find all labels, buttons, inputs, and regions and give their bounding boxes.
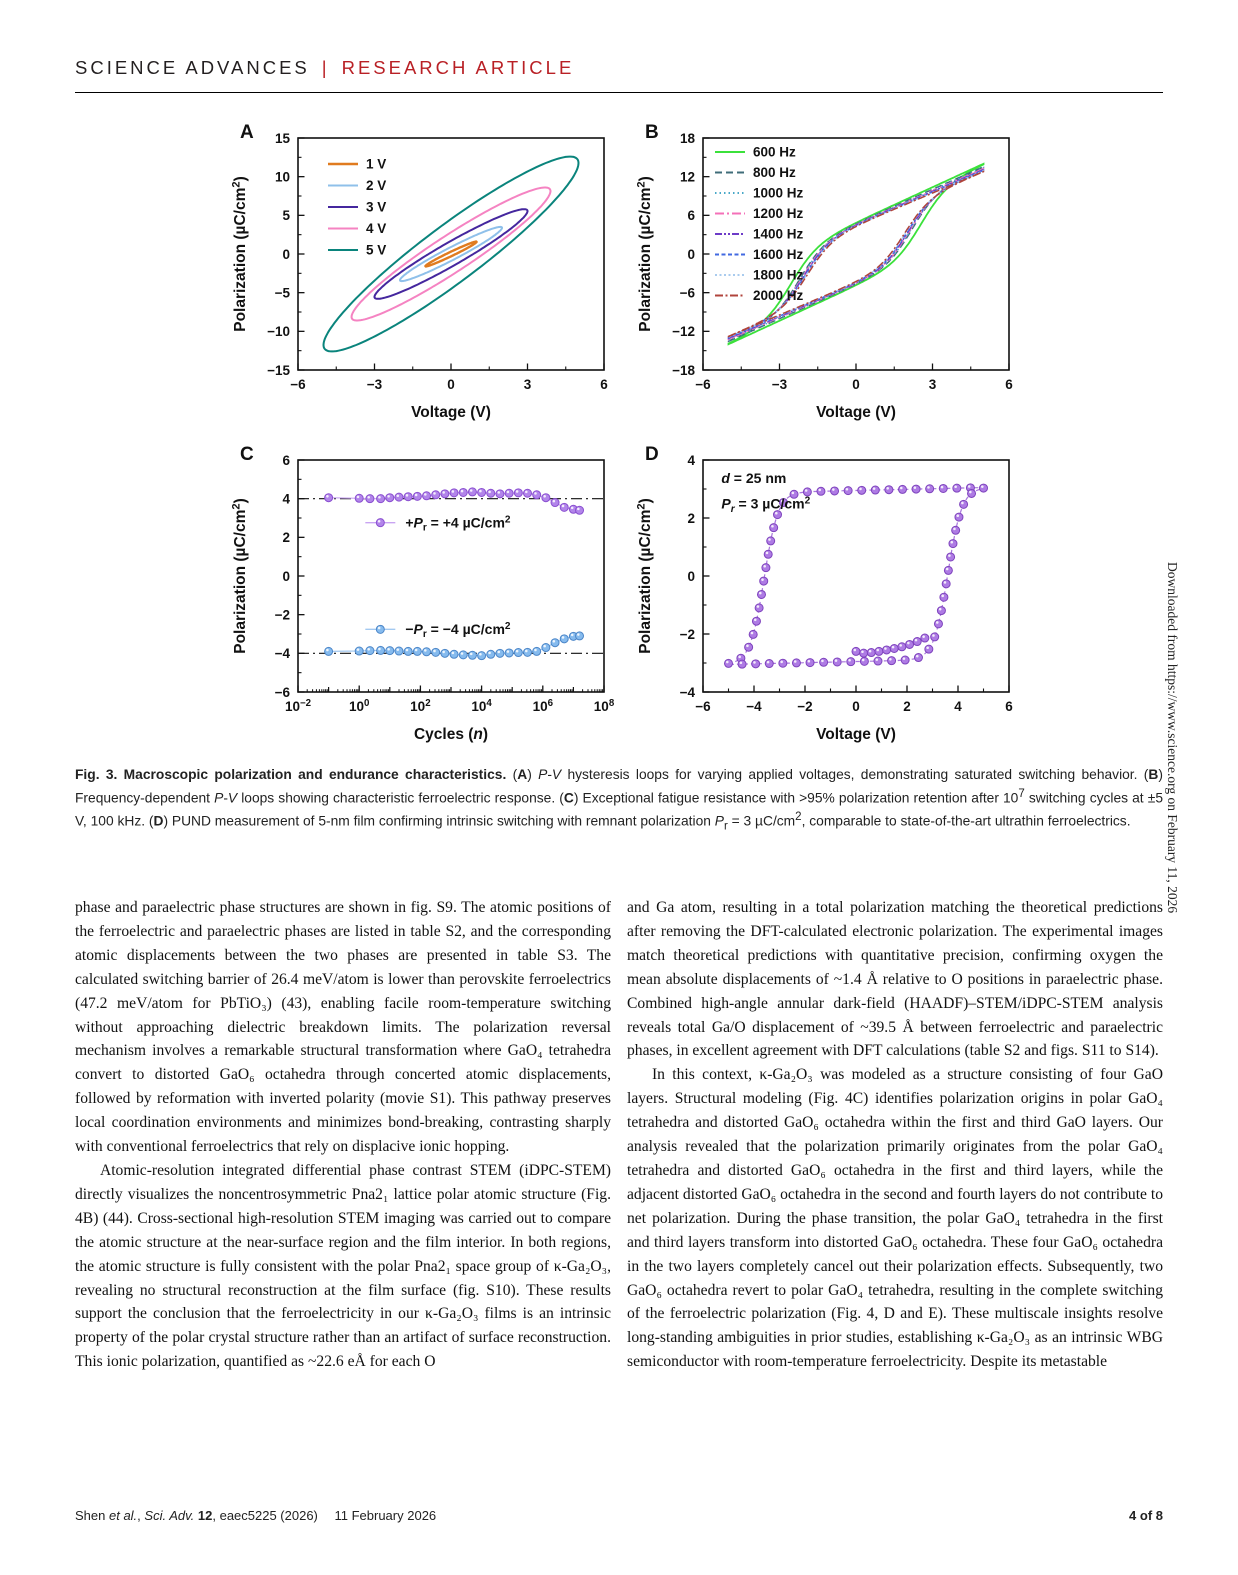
svg-text:0: 0 (852, 699, 860, 714)
svg-text:Pr = 3 µC/cm2: $P_r = 3$ $\mu C/cm^2$ (721, 495, 811, 515)
page-footer (75, 1508, 1163, 1523)
svg-text:−6: −6 (695, 699, 711, 714)
svg-text:5: 5 (282, 208, 290, 224)
svg-text:6: 6 (282, 452, 290, 468)
download-watermark: Downloaded from https://www.science.org on February 11, 2026 (1165, 562, 1180, 914)
svg-text:2000 Hz: 2000 Hz (753, 288, 804, 304)
svg-text:3: 3 (523, 377, 532, 392)
citation-line: Shen et al., Sci. Adv. 12, eaec5225 (2026) 11 February 2026 (75, 1508, 437, 1523)
svg-text:+Pr = +4 µC/cm2: $+P_r = +4$ $\mu C/cm^2$ (405, 514, 511, 534)
svg-text:Polarization (µC/cm2): Polarization $(\mu C/cm^2)$ (230, 498, 249, 654)
svg-text:18: 18 (679, 130, 695, 146)
svg-text:−2: −2 (274, 607, 290, 623)
panel-label-c: C (240, 444, 254, 465)
svg-text:2: 2 (903, 699, 911, 714)
svg-text:0: 0 (687, 568, 695, 584)
svg-text:Polarization (µC/cm2): Polarization $(\mu C/cm^2)$ (635, 176, 654, 332)
svg-text:4 V: 4 V (366, 221, 387, 237)
svg-text:1200 Hz: 1200 Hz (753, 206, 804, 222)
svg-text:−2: −2 (797, 699, 813, 714)
svg-text:−3: −3 (771, 377, 788, 392)
svg-text:1 V: 1 V (366, 156, 387, 172)
body-column-right (627, 896, 1163, 1374)
chart-panel-b (633, 122, 1025, 440)
svg-text:4: 4 (687, 452, 695, 468)
svg-text:Voltage (V): Voltage (V) (816, 404, 896, 421)
article-type-label: RESEARCH ARTICLE (341, 57, 575, 78)
svg-text:2 V: 2 V (366, 178, 387, 194)
svg-text:0: 0 (447, 377, 455, 392)
figure-caption: Fig. 3. Macroscopic polarization and endurance characteristics. (A) P-V hysteresis loops for varying applied voltages, demonstrating saturated switching behavior. (B) Frequency-dependent P-V loops showing characteristic ferroelectric response. (C) Exceptional fatigue resistance with >95% polarization retention after $10^7$ switching cycles at ±5 V, 100 kHz. (D) PUND measurement of 5-nm film confirming intrinsic switching with remnant polarization $P_r = 3$ $\mu C/cm^2$, comparable to state-of-the-art ultrathin ferroelectrics. (75, 767, 1163, 833)
svg-text:Voltage (V): Voltage (V) (411, 404, 491, 421)
svg-text:Voltage (V): Voltage (V) (816, 726, 896, 743)
svg-text:−3: −3 (366, 377, 383, 392)
svg-text:−4: −4 (274, 646, 290, 662)
svg-text:6: 6 (1005, 377, 1013, 392)
svg-text:−12: −12 (672, 324, 695, 340)
svg-text:104: $10^4$ (471, 698, 492, 714)
svg-text:−2: −2 (679, 626, 695, 642)
svg-text:Polarization (µC/cm2): Polarization $(\mu C/cm^2)$ (635, 498, 654, 654)
svg-text:10−2: $10^{-2}$ (284, 698, 312, 714)
journal-name: SCIENCE ADVANCES (75, 57, 310, 78)
svg-text:15: 15 (274, 130, 290, 146)
svg-text:600 Hz: 600 Hz (753, 144, 796, 160)
header-divider: | (321, 57, 330, 78)
svg-text:800 Hz: 800 Hz (753, 165, 796, 181)
svg-text:−15: −15 (267, 362, 290, 378)
svg-text:−6: −6 (290, 377, 306, 392)
svg-text:1000 Hz: 1000 Hz (753, 185, 804, 201)
svg-text:−6: −6 (274, 684, 290, 700)
svg-text:1800 Hz: 1800 Hz (753, 267, 804, 283)
svg-text:1600 Hz: 1600 Hz (753, 247, 804, 263)
svg-text:Polarization (µC/cm2): Polarization $(\mu C/cm^2)$ (230, 176, 249, 332)
svg-text:0: 0 (687, 246, 695, 262)
svg-text:102: $10^2$ (410, 698, 431, 714)
svg-text:3 V: 3 V (366, 199, 387, 215)
svg-text:1400 Hz: 1400 Hz (753, 226, 804, 242)
svg-text:100: $10^0$ (348, 698, 370, 714)
svg-text:10: 10 (274, 169, 290, 185)
journal-header (75, 57, 574, 79)
svg-text:−Pr = −4 µC/cm2: $-P_r = -4$ $\mu C/cm^2$ (405, 621, 511, 641)
svg-text:5 V: 5 V (366, 242, 387, 258)
svg-text:6: 6 (600, 377, 608, 392)
body-paragraph: Atomic-resolution integrated differential phase contrast STEM (iDPC-STEM) directly visualizes the noncentrosymmetric Pna2₁ lattice polar atomic structure (Fig. 4B) (44). Cross-sectional high-resolution STEM imaging was carried out to compare the atomic structure at the near-surface region and the film interior. In both regions, the atomic structure is fully consistent with the polar Pna2₁ space group of κ-Ga₂O₃, revealing no structural reconstruction at the film surface (fig. S10). These results support the conclusion that the ferroelectricity in our κ-Ga₂O₃ films is an intrinsic property of the polar crystal structure rather than an artifact of surface reconstruction. This ionic polarization, quantified as ~22.6 eÅ for each O (75, 1161, 611, 1371)
svg-text:−4: −4 (746, 699, 762, 714)
svg-text:0: 0 (852, 377, 860, 392)
header-rule (75, 92, 1163, 93)
body-paragraph: phase and paraelectric phase structures are shown in fig. S9. The atomic positions of the ferroelectric and paraelectric phases are listed in table S2, and the corresponding atomic displacements between the two phases are presented in table S3. The calculated switching barrier of 26.4 meV/atom is lower than perovskite ferroelectrics (47.2 meV/atom for PbTiO₃) (43), enabling facile room-temperature switching without approaching dielectric breakdown limits. The polarization reversal mechanism involves a remarkable structural transformation where GaO₄ tetrahedra convert to distorted GaO₆ octahedra through concerted atomic displacements, followed by reformation with inverted polarity (movie S1). This pathway preserves local coordination environments and minimizes bond-breaking, contrasting sharply with conventional ferroelectrics that rely on displacive ionic hopping. (75, 899, 611, 1156)
svg-text:6: 6 (1005, 699, 1013, 714)
svg-text:4: 4 (282, 491, 290, 507)
panel-label-a: A (240, 122, 254, 143)
svg-text:6: 6 (687, 208, 695, 224)
svg-text:3: 3 (928, 377, 937, 392)
svg-text:−4: −4 (679, 684, 695, 700)
svg-text:12: 12 (679, 169, 695, 185)
svg-text:4: 4 (954, 699, 962, 714)
svg-text:−6: −6 (695, 377, 711, 392)
svg-text:−6: −6 (679, 285, 695, 301)
chart-panel-a (228, 122, 620, 440)
svg-text:0: 0 (282, 568, 290, 584)
svg-text:2: 2 (687, 510, 695, 526)
chart-panel-c (228, 444, 620, 762)
body-paragraph: In this context, κ-Ga₂O₃ was modeled as a structure consisting of four GaO layers. Structural modeling (Fig. 4C) identifies polarization origins in polar GaO₄ tetrahedra and distorted GaO₆ octahedra within the first and third GaO layers. Our analysis revealed that the polarization primarily originates from the polar GaO₄ tetrahedra and distorted GaO₆ octahedra in the first and third layers, while the adjacent distorted GaO₆ octahedra in the second and fourth layers do not contribute to net polarization. During the phase transition, the polar GaO₄ tetrahedra in the first and third layers transform into distorted GaO₆ octahedra. These four GaO₆ octahedra in the two layers completely cancel out their polarization effects. Subsequently, two GaO₆ octahedra revert to polar GaO₄ tetrahedra, resulting in the complete switching of the ferroelectric polarization (Fig. 4, D and E). These multiscale insights resolve long-standing ambiguities in prior studies, establishing κ-Ga₂O₃ as an intrinsic WBG semiconductor with room-temperature ferroelectricity. Despite its metastable (627, 1066, 1163, 1371)
svg-text:Cycles (n): Cycles (n) (413, 726, 489, 743)
chart-panel-d (633, 444, 1025, 762)
svg-text:−10: −10 (267, 324, 290, 340)
svg-text:106: $10^6$ (532, 698, 554, 714)
svg-text:−18: −18 (672, 362, 695, 378)
svg-text:d = 25 nm: d = 25 nm (721, 470, 787, 487)
panel-label-b: B (645, 122, 659, 143)
svg-text:−5: −5 (274, 285, 290, 301)
svg-text:0: 0 (282, 246, 290, 262)
svg-text:108: $10^8$ (593, 698, 615, 714)
page-number: 4 of 8 (1129, 1508, 1163, 1523)
svg-text:2: 2 (282, 530, 290, 546)
body-paragraph: and Ga atom, resulting in a total polarization matching the theoretical predictions after removing the DFT-calculated electronic polarization. The experimental images match theoretical predictions with quantitative precision, confirming oxygen the mean absolute displacements of ~1.4 Å relative to O positions in paraelectric phase. Combined high-angle annular dark-field (HAADF)–STEM/iDPC-STEM analysis reveals total Ga/O displacement of ~39.5 Å between ferroelectric and paraelectric phases, in excellent agreement with DFT calculations (table S2 and figs. S11 to S14). (627, 899, 1163, 1060)
body-column-left (75, 896, 611, 1374)
panel-label-d: D (645, 444, 659, 465)
